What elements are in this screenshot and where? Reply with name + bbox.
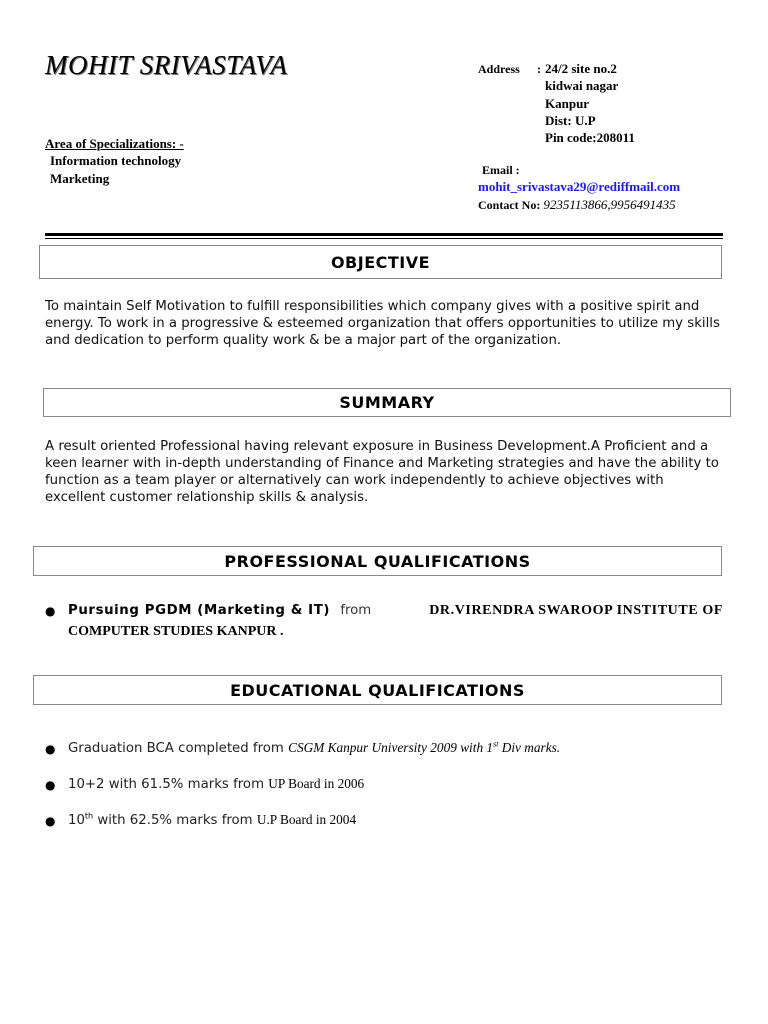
institute-name-line2: COMPUTER STUDIES KANPUR . bbox=[68, 624, 284, 639]
program-name: Pursuing PGDM (Marketing & IT) bbox=[68, 603, 331, 618]
summary-text: A result oriented Professional having relevant exposure in Business Development.A Proficient and a keen learner with in-depth understanding of Finance and Marketing strategies and have the ability to function as a team player or alternatively can work independently to achieve objectives with excellent customer relationship skills & analysis. bbox=[45, 439, 719, 505]
address-label: Address bbox=[478, 62, 520, 76]
bullet-icon: ● bbox=[45, 814, 56, 828]
email-link[interactable]: mohit_srivastava29@rediffmail.com bbox=[478, 179, 681, 194]
educational-qualifications-heading: EDUCATIONAL QUALIFICATIONS bbox=[33, 675, 722, 705]
address-line: Kanpur bbox=[545, 96, 590, 111]
education-item: Graduation BCA completed from CSGM Kanpur University 2009 with 1st Div marks. bbox=[68, 739, 561, 756]
contact-value: 9235113866,9956491435 bbox=[543, 197, 676, 212]
institute-name-line1: DR.VIRENDRA SWAROOP INSTITUTE OF bbox=[429, 603, 723, 618]
specialization-item: Information technology bbox=[50, 153, 182, 168]
address-colon: : bbox=[537, 62, 541, 76]
bullet-icon: ● bbox=[45, 778, 56, 792]
contact-row bbox=[478, 197, 676, 213]
address-line: Pin code:208011 bbox=[545, 130, 635, 145]
address-line: 24/2 site no.2 bbox=[545, 61, 617, 76]
specialization-item: Marketing bbox=[50, 171, 110, 186]
candidate-name: MOHIT SRIVASTAVA bbox=[45, 50, 288, 80]
objective-text: To maintain Self Motivation to fulfill responsibilities which company gives with a positive spirit and energy. To work in a progressive & esteemed organization that offers opportunities to utilize my skills and dedication to perform quality work & be a major part of the organization. bbox=[45, 299, 720, 348]
header-divider-thin bbox=[45, 238, 723, 239]
professional-qualifications-heading: PROFESSIONAL QUALIFICATIONS bbox=[33, 546, 722, 576]
summary-heading: SUMMARY bbox=[43, 388, 731, 417]
specializations-title: Area of Specializations: - bbox=[45, 136, 184, 151]
address-line: kidwai nagar bbox=[545, 78, 619, 93]
bullet-icon: ● bbox=[45, 604, 56, 618]
education-item: 10th with 62.5% marks from U.P Board in 2004 bbox=[68, 811, 357, 828]
address-line: Dist: U.P bbox=[545, 113, 596, 128]
bullet-icon: ● bbox=[45, 742, 56, 756]
from-word: from bbox=[340, 603, 372, 618]
email-label: Email : bbox=[482, 163, 520, 177]
contact-label: Contact No: bbox=[478, 198, 541, 212]
objective-heading: OBJECTIVE bbox=[39, 245, 722, 279]
professional-item bbox=[68, 603, 723, 619]
header-divider-thick bbox=[45, 233, 723, 236]
education-item: 10+2 with 61.5% marks from UP Board in 2006 bbox=[68, 776, 365, 792]
